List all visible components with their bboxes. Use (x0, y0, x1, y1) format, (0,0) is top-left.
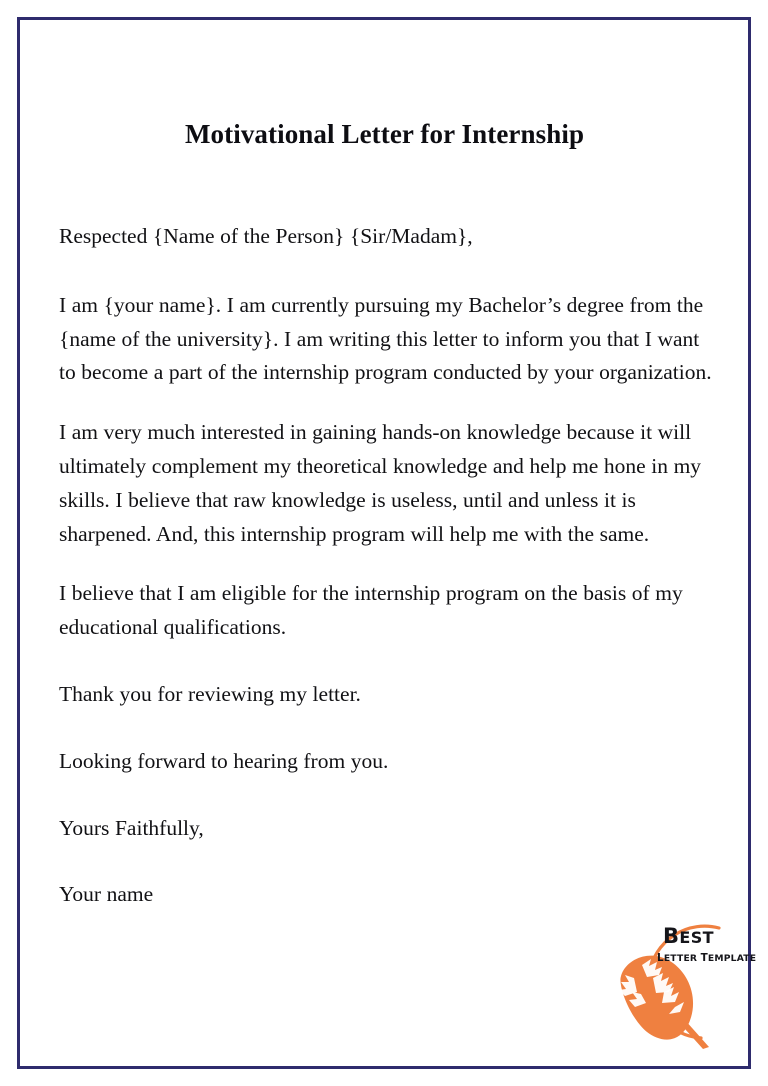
letter-paragraph-1: I am {your name}. I am currently pursuing my Bachelor’s degree from the {name of the university}. I am writing this letter to inform you that I want to become a part of the internship program conducted by your organization. (59, 292, 712, 385)
page-title: Motivational Letter for Internship (184, 119, 585, 150)
letter-closing: Yours Faithfully, (59, 815, 204, 840)
letter-paragraph-2: I am very much interested in gaining hands-on knowledge because it will ultimately complement my theoretical knowledge and help me hone in my skills. I believe that raw knowledge is useless, until and unless it is sharpened. And, this internship program will help me with the same. (59, 420, 702, 546)
logo-tagline-cap-letter: L (657, 952, 664, 964)
logo-wordmark-cap: B (663, 924, 680, 948)
letter-looking-forward-line: Looking forward to hearing from you. (59, 748, 389, 773)
logo-tagline-cap-template: T (700, 952, 708, 964)
letter-thanks-line: Thank you for reviewing my letter. (59, 681, 361, 706)
logo-tagline (657, 953, 756, 963)
brand-logo (601, 908, 757, 1060)
letter-salutation: Respected {Name of the Person} {Sir/Madam}, (59, 224, 473, 248)
letter-paragraph-3: I believe that I am eligible for the internship program on the basis of my educational qualifications. (59, 581, 683, 640)
letter-signature-name: Your name (59, 882, 154, 907)
logo-wordmark-rest: EST (679, 928, 714, 947)
logo-tagline-rest-template: EMPLATE (707, 953, 757, 964)
logo-tagline-rest-letter: ETTER (663, 953, 701, 964)
logo-wordmark (663, 926, 714, 947)
letter-body (59, 220, 714, 912)
